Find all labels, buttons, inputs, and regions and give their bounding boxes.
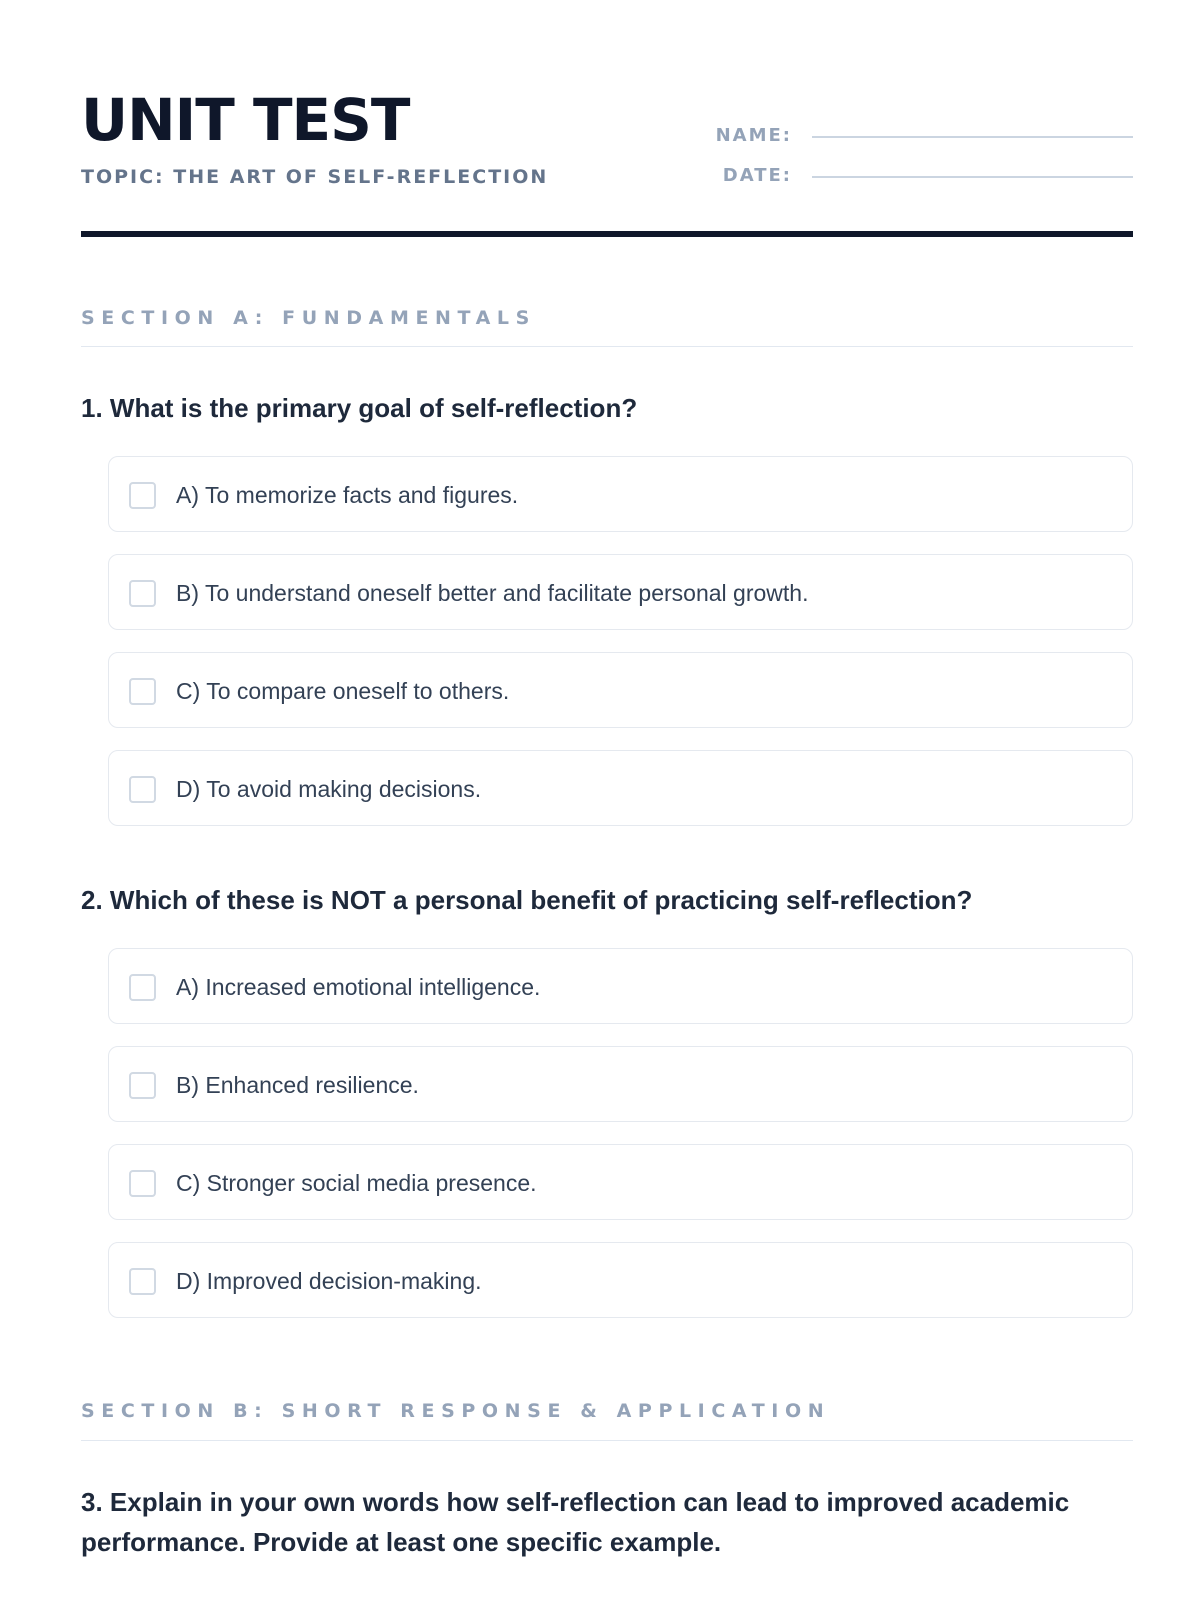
q1-option-b[interactable] <box>108 554 1133 630</box>
name-label: NAME: <box>715 125 792 146</box>
q2-option-d-label: D) Improved decision-making. <box>176 1268 482 1294</box>
q2-option-b[interactable] <box>108 1046 1133 1122</box>
q1-option-c-label: C) To compare oneself to others. <box>176 678 510 704</box>
date-line[interactable] <box>812 176 1133 178</box>
section-b-divider <box>81 1440 1133 1441</box>
q1-option-b-checkbox[interactable] <box>129 580 156 607</box>
q1-option-c-checkbox[interactable] <box>129 678 156 705</box>
q2-option-c-label: C) Stronger social media presence. <box>176 1170 537 1196</box>
q1-option-d-checkbox[interactable] <box>129 776 156 803</box>
header-divider <box>81 231 1133 237</box>
q2-option-a-checkbox[interactable] <box>129 974 156 1001</box>
q2-option-b-checkbox[interactable] <box>129 1072 156 1099</box>
q1-option-a[interactable] <box>108 456 1133 532</box>
q2-option-a-label: A) Increased emotional intelligence. <box>176 974 541 1000</box>
topic-subtitle: TOPIC: THE ART OF SELF-REFLECTION <box>81 166 549 188</box>
q1-option-d-label: D) To avoid making decisions. <box>176 776 482 802</box>
name-field[interactable] <box>701 125 1133 149</box>
test-page <box>81 0 1133 1557</box>
question-2-text: 2. Which of these is NOT a personal benefit of practicing self-reflection? <box>81 885 973 915</box>
test-header <box>81 0 1133 240</box>
section-b-title: SECTION B: SHORT RESPONSE & APPLICATION <box>81 1400 831 1422</box>
page-title: UNIT TEST <box>81 86 410 154</box>
q2-option-c[interactable] <box>108 1144 1133 1220</box>
section-a-divider <box>81 346 1133 347</box>
q1-option-a-label: A) To memorize facts and figures. <box>176 482 519 508</box>
q1-option-b-label: B) To understand oneself better and facilitate personal growth. <box>176 580 809 606</box>
date-field[interactable] <box>701 165 1133 189</box>
name-line[interactable] <box>812 136 1133 138</box>
section-a-title: SECTION A: FUNDAMENTALS <box>81 307 536 329</box>
q1-option-d[interactable] <box>108 750 1133 826</box>
q2-option-a[interactable] <box>108 948 1133 1024</box>
q1-option-c[interactable] <box>108 652 1133 728</box>
q2-option-b-label: B) Enhanced resilience. <box>176 1072 419 1098</box>
question-1-text: 1. What is the primary goal of self-reflection? <box>81 393 638 423</box>
q2-option-d-checkbox[interactable] <box>129 1268 156 1295</box>
date-label: DATE: <box>722 165 792 186</box>
q2-option-c-checkbox[interactable] <box>129 1170 156 1197</box>
q1-option-a-checkbox[interactable] <box>129 482 156 509</box>
question-3-text: 3. Explain in your own words how self-reflection can lead to improved academic performance. Provide at least one specific example. <box>81 1487 1070 1557</box>
q2-option-d[interactable] <box>108 1242 1133 1318</box>
